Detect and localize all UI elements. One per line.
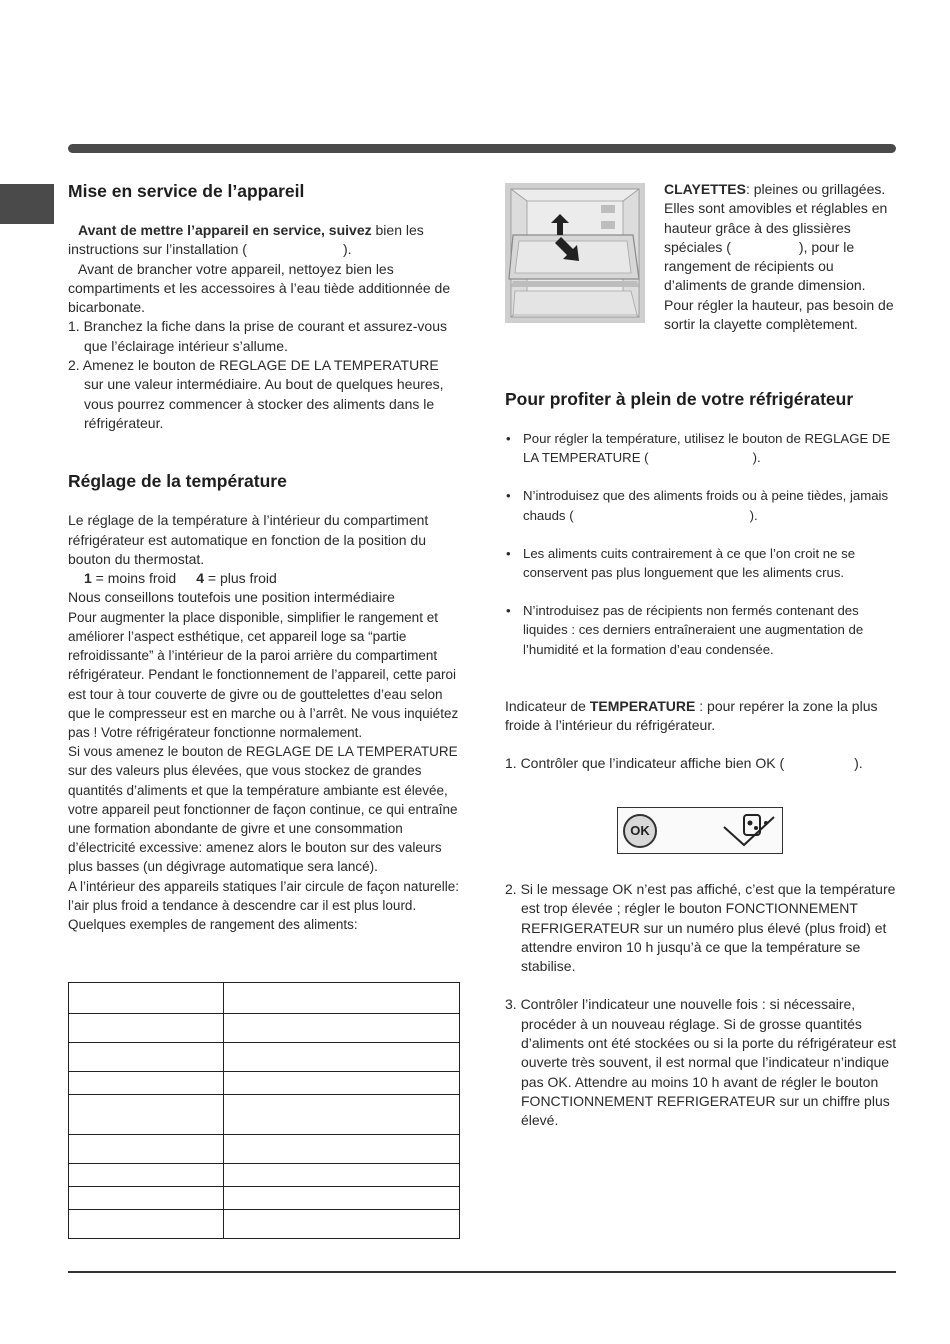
fridge-shelf-illustration: [505, 183, 645, 328]
tips-list: [505, 429, 897, 659]
table-cell: [69, 1095, 224, 1135]
table-cell: [224, 1164, 460, 1187]
temperature-paragraph-4: Si vous amenez le bouton de REGLAGE DE LA TEMPERATURE sur des valeurs plus élevées, que vous stockez de grandes quantités d’aliments et que la température ambiante est élevée, votre appareil peut fonctionner de façon continue, ce qui entraîne une formation abondante de givre et une consommation d’électricité excessive: amenez alors le bouton sur des valeurs plus basses (un dégivrage automatique sera lancé).: [68, 744, 458, 875]
shelf-icon: [505, 183, 645, 323]
section-title-tips: Pour profiter à plein de votre réfrigérateur: [505, 389, 854, 409]
scale-max-label: = plus froid: [204, 570, 277, 587]
shelves-title: CLAYETTES: [664, 181, 746, 197]
setup-paragraph-1-end: ).: [342, 241, 352, 258]
table-cell: [69, 1164, 224, 1187]
temperature-paragraph-1: Le réglage de la température à l’intérieur du compartiment réfrigérateur est automatique en fonction de la position du bouton du thermostat.: [68, 512, 429, 567]
table-cell: [224, 1014, 460, 1043]
indicator-step-1-end: ).: [854, 755, 863, 772]
indicator-step-1-text: 1. Contrôler que l’indicateur affiche bien OK (: [505, 755, 785, 772]
setup-bold-intro: Avant de mettre l’appareil en service, suivez: [78, 222, 372, 238]
list-item: [505, 486, 897, 524]
language-tab: [0, 184, 54, 224]
table-cell: [224, 1210, 460, 1239]
table-cell: [224, 1072, 460, 1095]
shelves-paragraph-2-text: Elles sont amovibles et réglables en hauteur grâce à des glissières spéciales (: [664, 200, 888, 255]
table-cell: [224, 983, 460, 1014]
footer-rule: [68, 1271, 896, 1273]
temperature-paragraph-2: Nous conseillons toutefois une position intermédiaire: [68, 589, 395, 606]
indicator-intro: [505, 697, 897, 736]
ok-circle-icon: [623, 814, 657, 848]
table-cell: [224, 1187, 460, 1210]
setup-step-2: 2. Amenez le bouton de REGLAGE DE LA TEMPERATURE sur une valeur intermédiaire. Au bout de quelques heures, vous pourrez commencer à stocker des aliments dans le réfrigérateur.: [68, 357, 444, 431]
list-item: • Les aliments cuits contrairement à ce que l’on croit ne se conservent pas plus longuement que les aliments crus.: [505, 544, 897, 582]
table-cell: [224, 1135, 460, 1164]
table-cell: [224, 1095, 460, 1135]
shelves-paragraph-2-end: ), pour le rangement de récipients ou d’aliments de grande dimension. Pour régler la hauteur, pas besoin de sortir la clayette complètement.: [664, 238, 894, 333]
indicator-step-2: 2. Si le message OK n’est pas affiché, c’est que la température est trop élevée ; régler le bouton FONCTIONNEMENT REFRIGERATEUR sur un numéro plus élevé (plus froid) et attendre environ 10 h jusqu’à ce que la température se stabilise.: [505, 881, 896, 975]
indicator-intro-text: Indicateur de: [505, 697, 590, 714]
tip-1-text: Pour régler la température, utilisez le bouton de REGLAGE DE LA TEMPERATURE (: [523, 431, 891, 466]
temperature-paragraph-5: A l’intérieur des appareils statiques l’air circule de façon naturelle: l’air plus froid a tendance à descendre car il est plus lourd. Quelques exemples de rangement des aliments:: [68, 878, 459, 932]
indicator-steps: [505, 880, 897, 1131]
table-cell: [69, 1135, 224, 1164]
indicator-step-3: 3. Contrôler l’indicateur une nouvelle fois : si nécessaire, procéder à un nouveau réglage. Si de grosse quantités d’aliments ont été stockées ou si la porte du réfrigérateur est ouverte très souvent, il est normal que l’indicateur n’indique pas OK. Attendre au moins 10 h avant de régler le bouton FONCTIONNEMENT REFRIGERATEUR sur un chiffre plus élevé.: [505, 996, 897, 1129]
header-bar: [68, 144, 896, 153]
tip-2-text: N’introduisez que des aliments froids ou à peine tièdes, jamais chauds (: [523, 488, 889, 523]
section-title-setup: Mise en service de l’appareil: [68, 181, 305, 201]
setup-paragraph-1: [68, 221, 460, 260]
setup-paragraph-1-text: bien les instructions sur l’installation (: [68, 222, 424, 258]
indicator-intro-bold: TEMPERATURE: [589, 697, 696, 714]
list-item: • N’introduisez pas de récipients non fermés contenant des liquides : ces derniers entraîneraient une augmentation de l’humidité et la formation d’eau condensée.: [505, 601, 897, 659]
temperature-paragraph-3: Pour augmenter la place disponible, simplifier le rangement et améliorer l’aspect esthétique, cet appareil loge sa “partie refroidissante” à l’intérieur de la paroi arrière du compartiment réfrigérateur. Pendant le fonctionnement de l’appareil, cette paroi est tour à tour couverte de givre ou de gouttelettes d’eau selon que le compresseur est en marche ou à l’arrêt. Ne vous inquiétez pas ! Votre réfrigérateur fonctionne normalement.: [68, 609, 459, 740]
indicator-step-1: [505, 754, 897, 773]
table-cell: [69, 983, 224, 1014]
table-cell: [69, 1210, 224, 1239]
shelves-paragraph-1: [664, 180, 898, 199]
table-cell: [69, 1043, 224, 1072]
tip-1-end: ).: [752, 450, 761, 466]
left-column: [68, 180, 460, 934]
tip-2-end: ).: [749, 507, 758, 523]
table-cell: [224, 1043, 460, 1072]
section-title-temperature: Réglage de la température: [68, 471, 287, 492]
temperature-indicator-panel: [617, 807, 783, 854]
scale-min-value: 1: [84, 570, 92, 587]
ok-label: OK: [630, 823, 650, 838]
temperature-scale: [68, 569, 460, 588]
shelves-text-block: [664, 180, 898, 334]
food-storage-table: [68, 982, 460, 1239]
temperature-indicator-icon: [722, 813, 776, 847]
indicator-intro-end: : pour repérer la zone la plus froide à l’intérieur du réfrigérateur.: [505, 697, 878, 734]
scale-max-value: 4: [196, 570, 205, 587]
list-item: [505, 429, 897, 467]
shelves-type-text: : pleines ou grillagées.: [745, 181, 886, 197]
table-cell: [69, 1014, 224, 1043]
shelves-paragraph-2: [664, 199, 898, 334]
right-column: [505, 388, 897, 774]
table-cell: [69, 1187, 224, 1210]
setup-step-1: 1. Branchez la fiche dans la prise de courant et assurez-vous que l’éclairage intérieur s’allume.: [68, 318, 447, 354]
setup-paragraph-2: Avant de brancher votre appareil, nettoyez bien les compartiments et les accessoires à l’eau tiède additionnée de bicarbonate.: [68, 260, 451, 316]
table-cell: [69, 1072, 224, 1095]
scale-min-label: = moins froid: [91, 570, 177, 587]
